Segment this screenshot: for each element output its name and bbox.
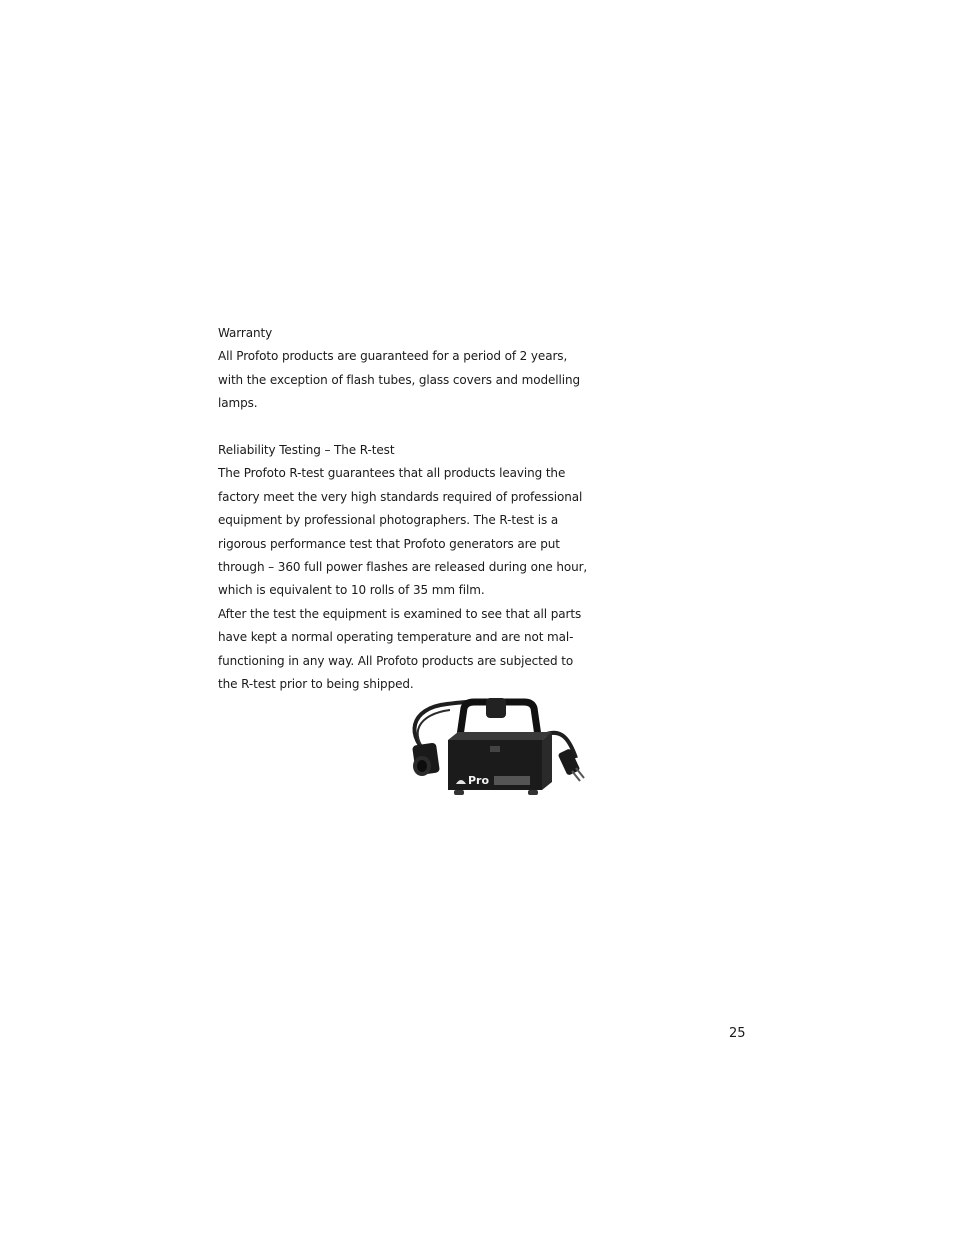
body-text [218, 322, 588, 696]
page-number: 25 [729, 1026, 746, 1041]
reliability-line: equipment by professional photographers. The R-test is a [218, 513, 559, 528]
warranty-line: with the exception of flash tubes, glass covers and modelling [218, 372, 580, 387]
warranty-heading: Warranty [218, 326, 273, 340]
reliability-line: The Profoto R-test guarantees that all products leaving the [218, 466, 566, 481]
reliability-heading: Reliability Testing – The R-test [218, 443, 395, 458]
reliability-line: factory meet the very high standards required of professional [218, 489, 583, 504]
reliability-line: have kept a normal operating temperature and are not mal- [218, 630, 574, 645]
warranty-line: lamps. [218, 396, 258, 411]
reliability-line: After the test the equipment is examined to see that all parts [218, 606, 582, 621]
reliability-line: functioning in any way. All Profoto products are subjected to [218, 653, 574, 668]
reliability-line: which is equivalent to 10 rolls of 35 mm film. [218, 583, 485, 598]
reliability-line: the R-test prior to being shipped. [218, 677, 414, 692]
photo-brand-text: Pro [468, 774, 490, 787]
paragraph-spacer [218, 416, 578, 439]
reliability-line: through – 360 full power flashes are released during one hour, [218, 560, 588, 575]
reliability-line: rigorous performance test that Profoto generators are put [218, 536, 560, 551]
generator-photo [402, 696, 590, 800]
warranty-line: All Profoto products are guaranteed for a period of 2 years, [218, 349, 568, 364]
